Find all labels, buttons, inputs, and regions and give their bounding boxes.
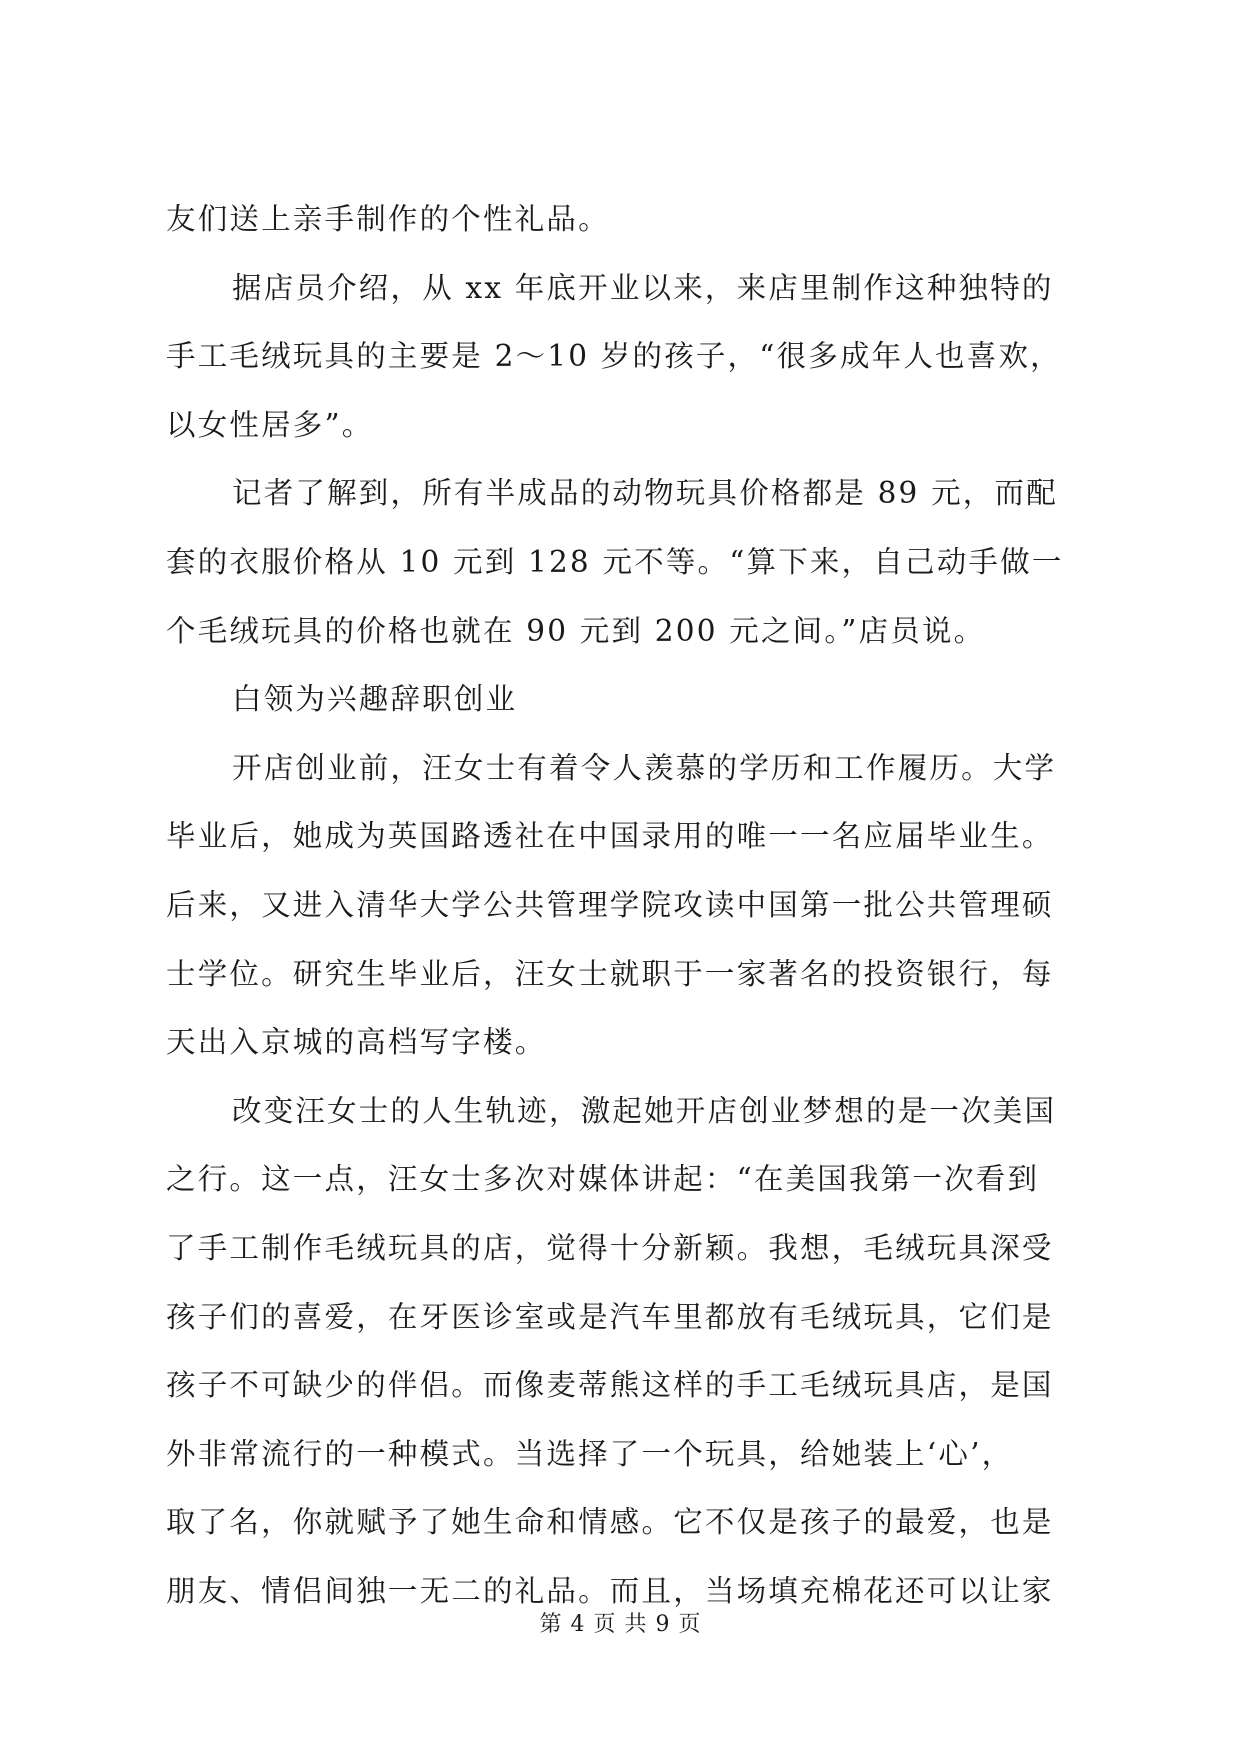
- text-line: 后来，又进入清华大学公共管理学院攻读中国第一批公共管理硕: [166, 888, 1054, 922]
- paragraph-line: 据店员介绍，从 xx 年底开业以来，来店里制作这种独特的: [232, 271, 1054, 305]
- section-heading: 白领为兴趣辞职创业: [232, 682, 518, 716]
- text-line: 取了名，你就赋予了她生命和情感。它不仅是孩子的最爱，也是: [166, 1505, 1054, 1539]
- text-line: 套的衣服价格从 10 元到 128 元不等。“算下来，自己动手做一: [166, 545, 1064, 579]
- paragraph-line: 开店创业前，汪女士有着令人羡慕的学历和工作履历。大学: [232, 751, 1057, 785]
- text-line: 个毛绒玩具的价格也就在 90 元到 200 元之间。”店员说。: [166, 614, 986, 648]
- page-number-footer: 第 4 页 共 9 页: [539, 1612, 702, 1637]
- text-line: 孩子不可缺少的伴侣。而像麦蒂熊这样的手工毛绒玩具店，是国: [166, 1368, 1054, 1402]
- paragraph-line: 记者了解到，所有半成品的动物玩具价格都是 89 元，而配: [232, 476, 1058, 510]
- text-line: 友们送上亲手制作的个性礼品。: [166, 202, 610, 236]
- text-line: 了手工制作毛绒玩具的店，觉得十分新颖。我想，毛绒玩具深受: [166, 1231, 1054, 1265]
- text-line: 手工毛绒玩具的主要是 2～10 岁的孩子，“很多成年人也喜欢，: [166, 339, 1062, 373]
- paragraph-line: 改变汪女士的人生轨迹，激起她开店创业梦想的是一次美国: [232, 1094, 1057, 1128]
- text-line: 士学位。研究生毕业后，汪女士就职于一家著名的投资银行，每: [166, 957, 1054, 991]
- text-line: 孩子们的喜爱，在牙医诊室或是汽车里都放有毛绒玩具，它们是: [166, 1300, 1054, 1334]
- text-line: 天出入京城的高档写字楼。: [166, 1025, 547, 1059]
- text-line: 之行。这一点，汪女士多次对媒体讲起：“在美国我第一次看到: [166, 1162, 1040, 1196]
- text-line: 外非常流行的一种模式。当选择了一个玩具，给她装上‘心’，: [166, 1437, 1014, 1471]
- text-line: 毕业后，她成为英国路透社在中国录用的唯一一名应届毕业生。: [166, 819, 1054, 853]
- text-line: 以女性居多”。: [166, 408, 374, 442]
- text-line: 朋友、情侣间独一无二的礼品。而且，当场填充棉花还可以让家: [166, 1574, 1054, 1608]
